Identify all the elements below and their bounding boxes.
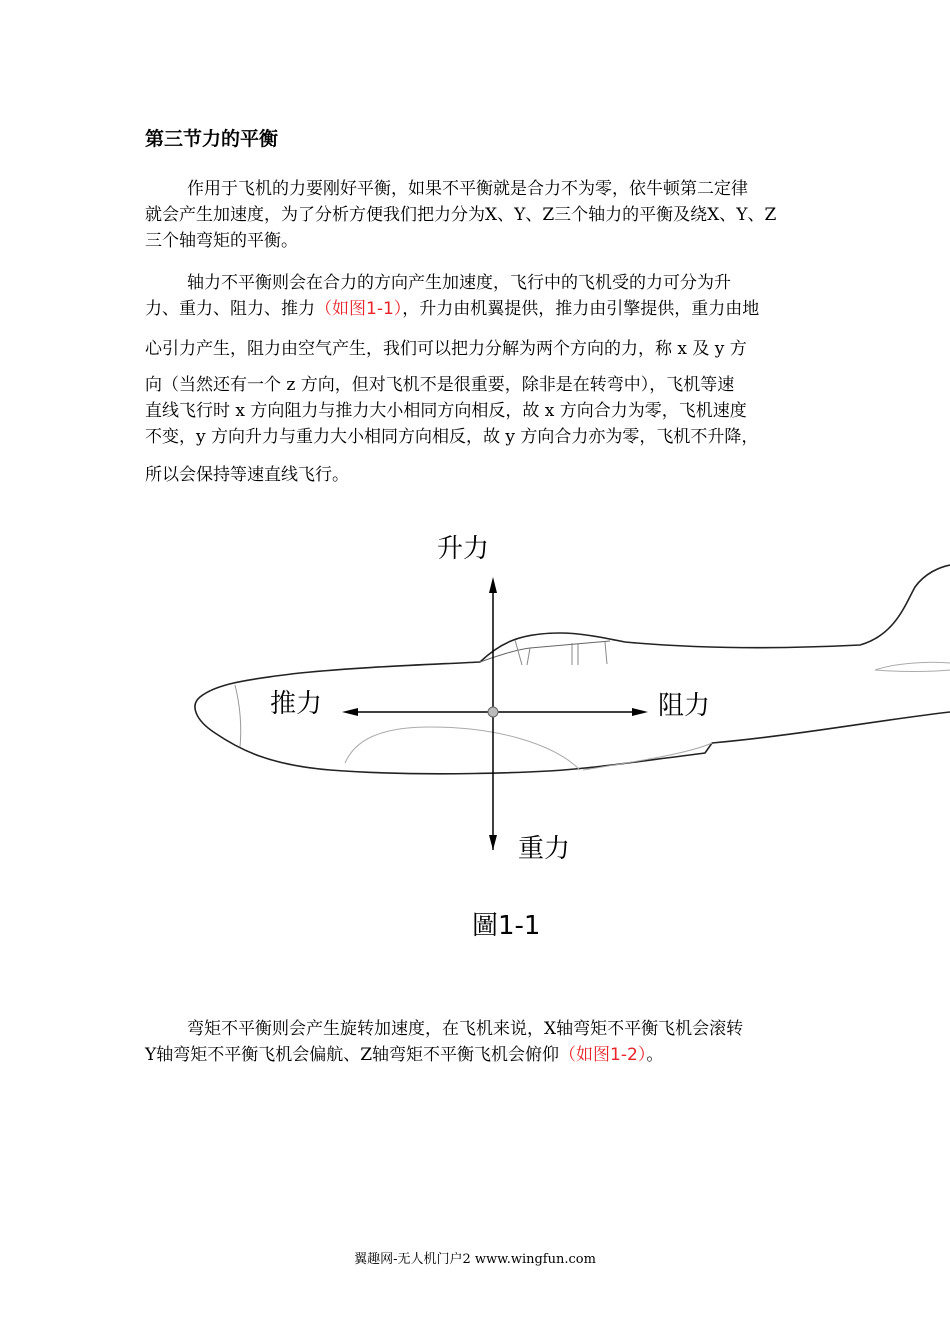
paragraph-line: 就会产生加速度，为了分析方便我们把力分为X、Y、Z三个轴力的平衡及绕X、Y、Z — [145, 205, 777, 225]
paragraph-line: 所以会保持等速直线飞行。 — [145, 465, 349, 485]
page-footer: 翼趣网-无人机门户2 www.wingfun.com — [354, 1252, 596, 1267]
airplane-wing — [345, 727, 580, 770]
figure-caption: 圖1-1 — [472, 911, 541, 941]
text-run: 。 — [646, 1045, 664, 1065]
figure-reference-link[interactable]: （如图1-1） — [315, 299, 403, 319]
drag-arrowhead — [632, 708, 648, 716]
lift-arrowhead — [489, 577, 497, 593]
lift-label: 升力 — [437, 534, 490, 564]
center-of-gravity-marker — [488, 707, 498, 717]
section-title: 第三节力的平衡 — [145, 128, 279, 150]
drag-label: 阻力 — [658, 691, 711, 721]
paragraph-line: 作用于飞机的力要刚好平衡，如果不平衡就是合力不为零，依牛顿第二定律 — [187, 179, 748, 199]
paragraph-line: 弯矩不平衡则会产生旋转加速度，在飞机来说，X轴弯矩不平衡飞机会滚转 — [187, 1019, 744, 1039]
paragraph-line: 向（当然还有一个 z 方向，但对飞机不是很重要，除非是在转弯中），飞机等速 — [145, 375, 735, 395]
figure-reference-link[interactable]: （如图1-2） — [559, 1045, 647, 1065]
paragraph-line: 不变，y 方向升力与重力大小相同方向相反，故 y 方向合力亦为零，飞机不升降， — [145, 427, 759, 447]
text-run: 力、重力、阻力、推力 — [145, 299, 315, 319]
paragraph-line: 三个轴弯矩的平衡。 — [145, 231, 298, 251]
paragraph-line: 直线飞行时 x 方向阻力与推力大小相同方向相反，故 x 方向合力为零，飞机速度 — [145, 401, 747, 421]
paragraph-line — [145, 294, 759, 319]
text-run: Y轴弯矩不平衡飞机会偏航、Z轴弯矩不平衡飞机会俯仰 — [145, 1045, 560, 1065]
airplane-fuselage — [195, 565, 950, 774]
tail-stabilizer — [875, 662, 950, 671]
paragraph-line — [145, 1040, 663, 1065]
paragraph-line: 轴力不平衡则会在合力的方向产生加速度，飞行中的飞机受的力可分为升 — [187, 273, 731, 293]
forces-diagram — [0, 515, 950, 864]
thrust-label: 推力 — [270, 689, 323, 719]
airplane-illustration — [0, 515, 950, 860]
thrust-arrowhead — [342, 708, 358, 716]
cockpit-canopy — [480, 641, 610, 662]
paragraph-line: 心引力产生，阻力由空气产生，我们可以把力分解为两个方向的力，称 x 及 y 方 — [145, 339, 747, 359]
weight-label: 重力 — [518, 834, 571, 864]
weight-arrowhead — [489, 835, 497, 850]
text-run: ，升力由机翼提供，推力由引擎提供，重力由地 — [402, 299, 760, 319]
